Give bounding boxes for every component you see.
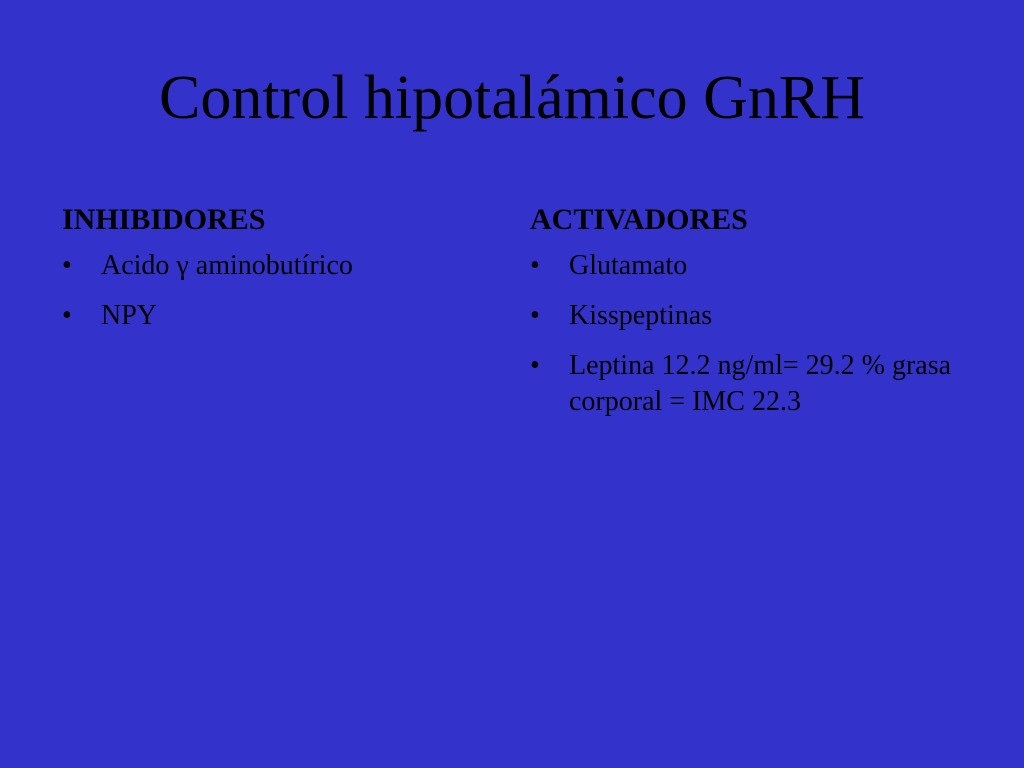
list-item (62, 298, 482, 334)
list-item-text: Leptina 12.2 ng/ml= 29.2 % grasa corporal = IMC 22.3 (569, 350, 952, 417)
activators-list (530, 248, 970, 420)
inhibitors-list (62, 248, 482, 334)
bullet-icon: • (62, 300, 72, 331)
bullet-icon: • (530, 350, 540, 381)
list-item-text: Acido γ aminobutírico (101, 250, 353, 281)
bullet-icon: • (530, 300, 540, 331)
slide-title: Control hipotalámico GnRH (158, 64, 866, 132)
list-item (530, 348, 970, 420)
list-item-text: NPY (101, 300, 158, 331)
activators-heading: ACTIVADORES (530, 203, 748, 236)
activators-column (530, 200, 970, 434)
bullet-icon: • (530, 250, 540, 281)
list-item (530, 298, 970, 334)
list-item-text: Kisspeptinas (569, 300, 713, 331)
list-item (62, 248, 482, 284)
list-item (530, 248, 970, 284)
inhibitors-column (62, 200, 482, 348)
inhibitors-heading: INHIBIDORES (62, 203, 266, 236)
list-item-text: Glutamato (569, 250, 688, 281)
bullet-icon: • (62, 250, 72, 281)
